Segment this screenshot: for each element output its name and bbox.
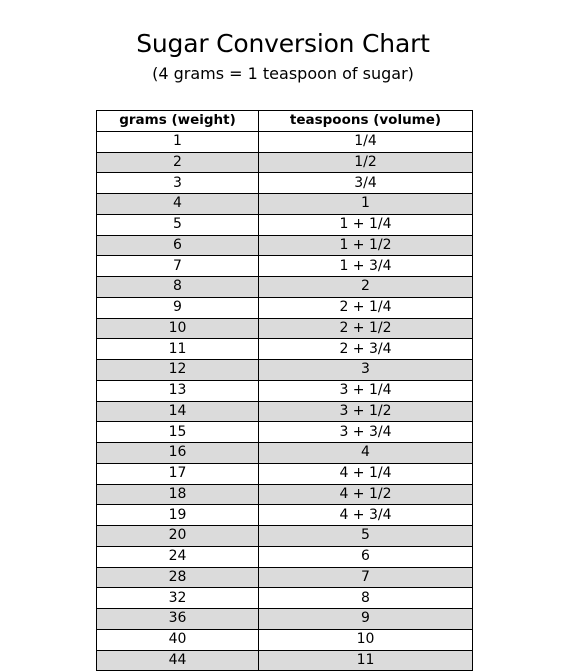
cell-grams: 14 bbox=[97, 401, 259, 422]
conversion-table-container bbox=[96, 110, 472, 668]
table-row bbox=[97, 194, 473, 215]
cell-teaspoons: 8 bbox=[259, 588, 473, 609]
cell-grams: 9 bbox=[97, 297, 259, 318]
cell-grams: 8 bbox=[97, 277, 259, 298]
cell-grams: 5 bbox=[97, 214, 259, 235]
table-row bbox=[97, 339, 473, 360]
table-row bbox=[97, 131, 473, 152]
cell-grams: 6 bbox=[97, 235, 259, 256]
table-row bbox=[97, 318, 473, 339]
table-row bbox=[97, 567, 473, 588]
cell-teaspoons: 1/4 bbox=[259, 131, 473, 152]
table-body bbox=[97, 131, 473, 671]
table-row bbox=[97, 484, 473, 505]
cell-teaspoons: 4 bbox=[259, 443, 473, 464]
cell-grams: 10 bbox=[97, 318, 259, 339]
cell-teaspoons: 10 bbox=[259, 629, 473, 650]
cell-grams: 11 bbox=[97, 339, 259, 360]
cell-grams: 7 bbox=[97, 256, 259, 277]
cell-teaspoons: 2 + 3/4 bbox=[259, 339, 473, 360]
cell-grams: 36 bbox=[97, 609, 259, 630]
table-row bbox=[97, 546, 473, 567]
cell-grams: 40 bbox=[97, 629, 259, 650]
table-row bbox=[97, 256, 473, 277]
table-row bbox=[97, 629, 473, 650]
cell-grams: 1 bbox=[97, 131, 259, 152]
cell-teaspoons: 11 bbox=[259, 650, 473, 671]
table-row bbox=[97, 214, 473, 235]
cell-grams: 19 bbox=[97, 505, 259, 526]
cell-grams: 18 bbox=[97, 484, 259, 505]
page-subtitle: (4 grams = 1 teaspoon of sugar) bbox=[152, 64, 414, 83]
conversion-table bbox=[96, 110, 473, 671]
cell-teaspoons: 1 + 3/4 bbox=[259, 256, 473, 277]
cell-grams: 20 bbox=[97, 526, 259, 547]
page-title: Sugar Conversion Chart bbox=[136, 29, 430, 58]
cell-teaspoons: 2 + 1/2 bbox=[259, 318, 473, 339]
cell-grams: 24 bbox=[97, 546, 259, 567]
cell-teaspoons: 3 + 3/4 bbox=[259, 422, 473, 443]
table-row bbox=[97, 297, 473, 318]
cell-grams: 4 bbox=[97, 194, 259, 215]
table-row bbox=[97, 360, 473, 381]
cell-teaspoons: 4 + 1/4 bbox=[259, 463, 473, 484]
table-row bbox=[97, 609, 473, 630]
cell-teaspoons: 4 + 3/4 bbox=[259, 505, 473, 526]
cell-teaspoons: 3 + 1/4 bbox=[259, 380, 473, 401]
cell-teaspoons: 7 bbox=[259, 567, 473, 588]
header-teaspoons: teaspoons (volume) bbox=[259, 111, 473, 132]
cell-teaspoons: 9 bbox=[259, 609, 473, 630]
cell-teaspoons: 1 bbox=[259, 194, 473, 215]
cell-grams: 28 bbox=[97, 567, 259, 588]
cell-grams: 12 bbox=[97, 360, 259, 381]
cell-grams: 17 bbox=[97, 463, 259, 484]
table-row bbox=[97, 443, 473, 464]
cell-grams: 16 bbox=[97, 443, 259, 464]
table-row bbox=[97, 380, 473, 401]
cell-grams: 3 bbox=[97, 173, 259, 194]
table-row bbox=[97, 401, 473, 422]
cell-teaspoons: 1 + 1/2 bbox=[259, 235, 473, 256]
table-row bbox=[97, 173, 473, 194]
table-row bbox=[97, 463, 473, 484]
cell-grams: 13 bbox=[97, 380, 259, 401]
cell-teaspoons: 1 + 1/4 bbox=[259, 214, 473, 235]
cell-grams: 44 bbox=[97, 650, 259, 671]
cell-teaspoons: 1/2 bbox=[259, 152, 473, 173]
table-row bbox=[97, 277, 473, 298]
cell-grams: 32 bbox=[97, 588, 259, 609]
header-grams: grams (weight) bbox=[97, 111, 259, 132]
cell-teaspoons: 4 + 1/2 bbox=[259, 484, 473, 505]
table-row bbox=[97, 588, 473, 609]
cell-teaspoons: 2 + 1/4 bbox=[259, 297, 473, 318]
cell-teaspoons: 3 bbox=[259, 360, 473, 381]
cell-teaspoons: 3/4 bbox=[259, 173, 473, 194]
table-row bbox=[97, 422, 473, 443]
table-row bbox=[97, 526, 473, 547]
table-row bbox=[97, 650, 473, 671]
cell-teaspoons: 3 + 1/2 bbox=[259, 401, 473, 422]
cell-teaspoons: 2 bbox=[259, 277, 473, 298]
table-row bbox=[97, 505, 473, 526]
cell-teaspoons: 5 bbox=[259, 526, 473, 547]
cell-grams: 2 bbox=[97, 152, 259, 173]
table-row bbox=[97, 235, 473, 256]
cell-grams: 15 bbox=[97, 422, 259, 443]
cell-teaspoons: 6 bbox=[259, 546, 473, 567]
table-row bbox=[97, 152, 473, 173]
table-header-row bbox=[97, 111, 473, 132]
